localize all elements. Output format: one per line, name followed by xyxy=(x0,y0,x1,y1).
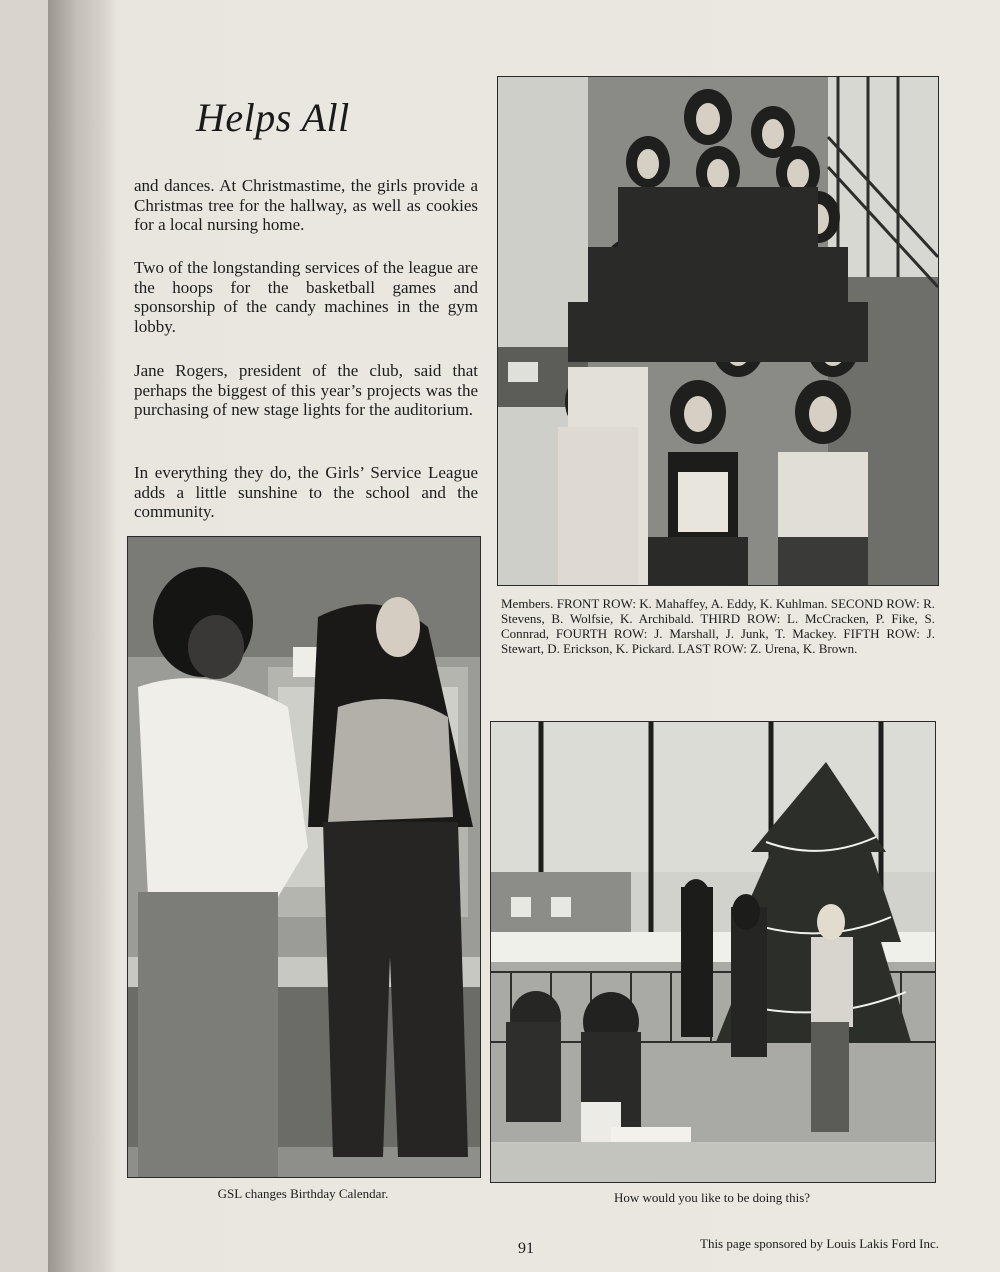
sponsor-credit: This page sponsored by Louis Lakis Ford Inc. xyxy=(700,1236,940,1251)
tree-caption: How would you like to be doing this? xyxy=(613,1190,811,1205)
page-title: Helps All xyxy=(196,95,350,140)
calendar-caption: GSL changes Birthday Calendar. xyxy=(217,1186,389,1201)
members-group-photo xyxy=(497,76,939,586)
body-paragraph-3: Jane Rogers, president of the club, said that perhaps the biggest of this year’s projects was the purchasing of new stage lights for the auditorium. xyxy=(134,361,478,419)
christmas-tree-photo xyxy=(490,721,936,1183)
birthday-calendar-photo xyxy=(127,536,481,1178)
body-paragraph-2: Two of the longstanding services of the league are the hoops for the basketball games and sponsorship of the candy machines in the gym lobby. xyxy=(134,258,478,336)
page-number: 91 xyxy=(518,1240,534,1257)
body-paragraph-4: In everything they do, the Girls’ Service League adds a little sunshine to the school and the community. xyxy=(134,463,478,521)
members-caption: Members. FRONT ROW: K. Mahaffey, A. Eddy, K. Kuhlman. SECOND ROW: R. Stevens, B. Wolfsie, K. Archibald. THIRD ROW: L. McCracken, P. Fike, S. Connrad, FOURTH ROW: J. Marshall, J. Junk, T. Mackey. FIFTH ROW: J. Stewart, D. Erickson, K. Pickard. LAST ROW: Z. Urena, K. Brown. xyxy=(501,596,935,656)
body-paragraph-1: and dances. At Christmastime, the girls provide a Christmas tree for the hallway, as well as cookies for a local nursing home. xyxy=(134,176,478,234)
page-binding-shadow xyxy=(48,0,118,1272)
